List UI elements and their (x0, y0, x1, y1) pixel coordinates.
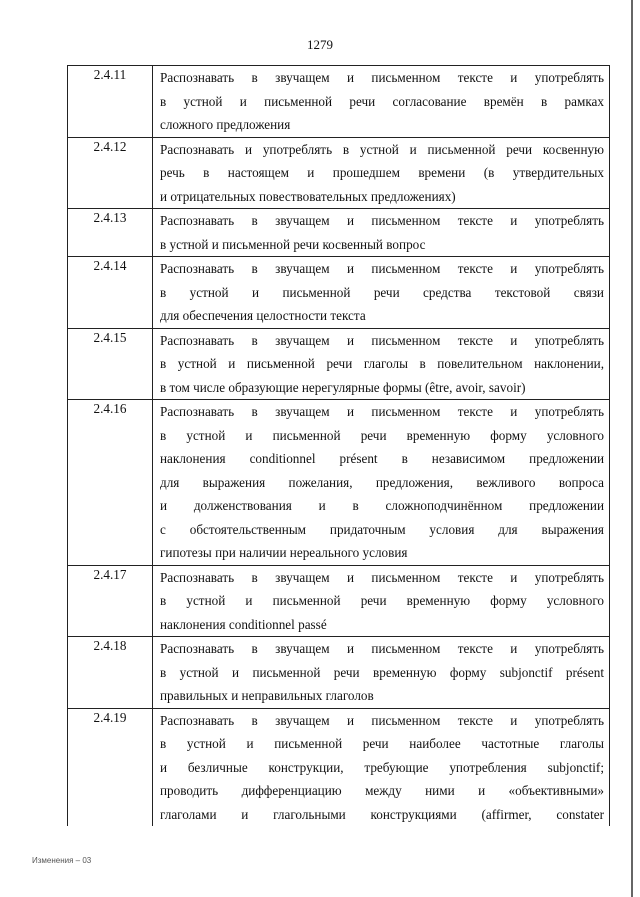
row-number: 2.4.11 (68, 66, 153, 138)
page-number: 1279 (307, 37, 333, 52)
description-line: в устной и письменной речи наиболее частотные глаголы (160, 736, 604, 751)
description-line: проводить дифференциацию между ними и «объективными» (160, 783, 604, 798)
competency-table-body (68, 66, 610, 827)
description-line: Распознавать в звучащем и письменном тексте и употреблять (160, 712, 604, 728)
row-number: 2.4.15 (68, 328, 153, 400)
table-row (68, 66, 610, 138)
table-row (68, 137, 610, 209)
description-line: наклонения conditionnel présent в независимом предложении (160, 451, 604, 466)
description-line: в устной и письменной речи временную форму subjonctif présent (160, 664, 604, 680)
description-line: глаголами и глагольными конструкциями (affirmer, constater (160, 806, 604, 822)
description-line: гипотезы при наличии нереального условия (160, 545, 408, 560)
table-row (68, 209, 610, 257)
description-line: Распознавать в звучащем и письменном тексте и употреблять (160, 261, 604, 276)
description-line: Распознавать в звучащем и письменном тексте и употреблять (160, 404, 604, 419)
description-line: наклонения conditionnel passé (160, 616, 327, 632)
table-row (68, 257, 610, 329)
description-line: в устной и письменной речи согласование времён в рамках (160, 93, 604, 109)
description-line: Распознавать в звучащем и письменном тексте и употреблять (160, 332, 604, 348)
description-line: правильных и неправильных глаголов (160, 688, 374, 703)
row-number: 2.4.14 (68, 257, 153, 329)
footer-revision: Изменения – 03 (32, 856, 92, 865)
description-line: речь в настоящем и прошедшем времени (в утвердительных (160, 165, 604, 180)
row-description (153, 565, 610, 637)
description-line: Распознавать в звучащем и письменном тексте и употреблять (160, 641, 604, 656)
table-row (68, 708, 610, 826)
row-number: 2.4.13 (68, 209, 153, 257)
table-row (68, 565, 610, 637)
competency-table (67, 65, 610, 826)
description-line: Распознавать в звучащем и письменном тексте и употреблять (160, 213, 604, 228)
description-line: для обеспечения целостности текста (160, 308, 366, 323)
row-description (153, 137, 610, 209)
row-number: 2.4.16 (68, 400, 153, 566)
row-number: 2.4.17 (68, 565, 153, 637)
description-line: с обстоятельственным придаточным условия для выражения (160, 521, 604, 537)
description-line: Распознавать в звучащем и письменном тексте и употреблять (160, 70, 604, 85)
row-number: 2.4.19 (68, 708, 153, 826)
description-line: в устной и письменной речи временную форму условного (160, 427, 604, 443)
description-line: для выражения пожелания, предложения, вежливого вопроса (160, 474, 604, 490)
description-line: сложного предложения (160, 117, 291, 132)
table-row (68, 400, 610, 566)
row-number: 2.4.18 (68, 637, 153, 709)
row-description (153, 400, 610, 566)
row-description (153, 209, 610, 257)
row-description (153, 66, 610, 138)
description-line: и долженствования и в сложноподчинённом предложении (160, 498, 604, 513)
description-line: в устной и письменной речи глаголы в повелительном наклонении, (160, 356, 604, 371)
description-line: и отрицательных повествовательных предложениях) (160, 188, 456, 204)
description-line: Распознавать и употреблять в устной и письменной речи косвенную (160, 141, 604, 157)
description-line: в устной и письменной речи средства текстовой связи (160, 284, 604, 300)
table-row (68, 328, 610, 400)
description-line: в устной и письменной речи косвенный вопрос (160, 236, 426, 252)
row-description (153, 328, 610, 400)
description-line: в устной и письменной речи временную форму условного (160, 593, 604, 608)
description-line: Распознавать в звучащем и письменном тексте и употреблять (160, 569, 604, 585)
table-row (68, 637, 610, 709)
row-description (153, 708, 610, 826)
row-description (153, 257, 610, 329)
description-line: и безличные конструкции, требующие употребления subjonctif; (160, 759, 604, 775)
description-line: в том числе образующие нерегулярные формы (être, avoir, savoir) (160, 379, 526, 395)
row-number: 2.4.12 (68, 137, 153, 209)
row-description (153, 637, 610, 709)
